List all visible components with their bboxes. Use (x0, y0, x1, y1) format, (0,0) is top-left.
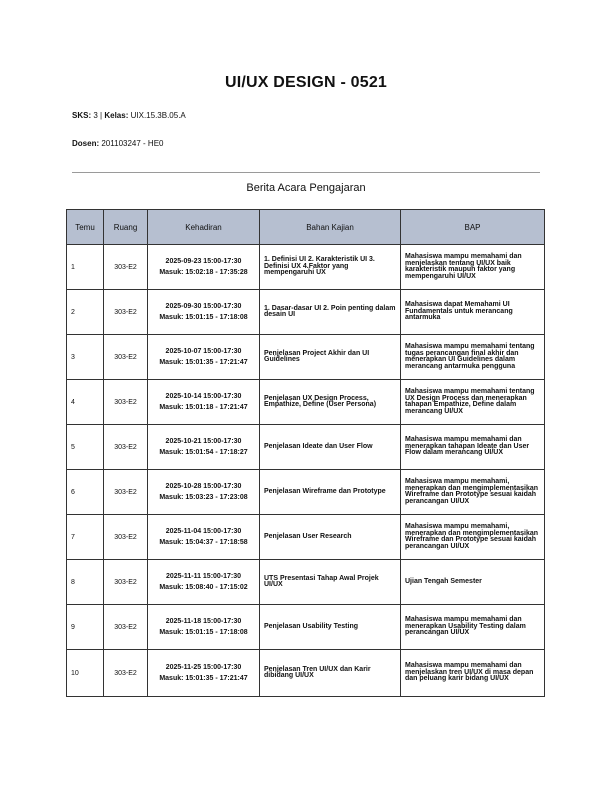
check-in-text: Masuk: 15:01:35 - 17:21:47 (159, 675, 248, 682)
sks-label: SKS: (72, 111, 92, 120)
schedule-text: 2025-11-11 15:00-17:30 (165, 573, 242, 580)
bap-cell: Mahasiswa mampu memahami, menerapkan dan mengimplementasikan Wireframe dan Prototype sesuai kaidah perancangan UI/UX (401, 515, 545, 560)
schedule-text: 2025-10-07 15:00-17:30 (165, 348, 242, 355)
table-row (67, 290, 545, 335)
table-row (67, 515, 545, 560)
schedule-text: 2025-11-04 15:00-17:30 (165, 528, 242, 535)
teaching-record-table (66, 209, 545, 697)
bahan-kajian-cell: Penjelasan UX Design Process, Empathize, Define (User Persona) (260, 380, 401, 425)
header-bahan-kajian: Bahan Kajian (260, 210, 401, 245)
bahan-kajian-cell: Penjelasan User Research (260, 515, 401, 560)
ruang-cell: 303-E2 (104, 605, 148, 650)
table-row (67, 650, 545, 697)
table-row (67, 425, 545, 470)
table-row (67, 335, 545, 380)
lecturer-line (72, 139, 163, 148)
bap-cell: Mahasiswa mampu memahami, menerapkan dan mengimplementasikan Wireframe dan Prototype sesuai kaidah perancangan UI/UX (401, 470, 545, 515)
check-in-text: Masuk: 15:01:54 - 17:18:27 (159, 449, 248, 456)
bahan-kajian-cell: Penjelasan Project Akhir dan UI Guidelines (260, 335, 401, 380)
kelas-value: UIX.15.3B.05.A (130, 111, 186, 120)
header-temu: Temu (67, 210, 104, 245)
meta-separator: | (100, 111, 103, 120)
schedule-text: 2025-10-28 15:00-17:30 (165, 483, 242, 490)
kehadiran-cell (148, 245, 260, 290)
dosen-value: 201103247 - HE0 (101, 139, 164, 148)
bahan-kajian-cell: Penjelasan Tren UI/UX dan Karir dibidang UI/UX (260, 650, 401, 697)
kehadiran-cell (148, 425, 260, 470)
check-in-text: Masuk: 15:08:40 - 17:15:02 (159, 584, 248, 591)
bahan-kajian-cell: UTS Presentasi Tahap Awal Projek UI/UX (260, 560, 401, 605)
temu-cell: 3 (67, 335, 104, 380)
temu-cell: 8 (67, 560, 104, 605)
check-in-text: Masuk: 15:01:18 - 17:21:47 (159, 404, 248, 411)
table-row (67, 245, 545, 290)
bahan-kajian-cell: 1. Definisi UI 2. Karakteristik UI 3. Definisi UX 4.Faktor yang mempengaruhi UX (260, 245, 401, 290)
temu-cell: 9 (67, 605, 104, 650)
ruang-cell: 303-E2 (104, 335, 148, 380)
header-ruang: Ruang (104, 210, 148, 245)
schedule-text: 2025-11-25 15:00-17:30 (165, 664, 242, 671)
divider (72, 172, 540, 173)
kehadiran-cell (148, 290, 260, 335)
temu-cell: 2 (67, 290, 104, 335)
schedule-text: 2025-09-30 15:00-17:30 (165, 303, 242, 310)
header-kehadiran: Kehadiran (148, 210, 260, 245)
temu-cell: 10 (67, 650, 104, 697)
schedule-text: 2025-10-14 15:00-17:30 (165, 393, 242, 400)
bap-cell: Ujian Tengah Semester (401, 560, 545, 605)
ruang-cell: 303-E2 (104, 470, 148, 515)
kehadiran-cell (148, 335, 260, 380)
bap-cell: Mahasiswa mampu memahami dan menjelaskan tren UI/UX di masa depan dan peluang karir bidang UI/UX (401, 650, 545, 697)
temu-cell: 7 (67, 515, 104, 560)
bap-cell: Mahasiswa mampu memahami dan menerapkan tahapan Ideate dan User Flow dalam merancang UI/UX (401, 425, 545, 470)
temu-cell: 5 (67, 425, 104, 470)
schedule-text: 2025-10-21 15:00-17:30 (165, 438, 242, 445)
bahan-kajian-cell: Penjelasan Usability Testing (260, 605, 401, 650)
bap-cell: Mahasiswa dapat Memahami UI Fundamentals untuk merancang antarmuka (401, 290, 545, 335)
ruang-cell: 303-E2 (104, 290, 148, 335)
temu-cell: 4 (67, 380, 104, 425)
ruang-cell: 303-E2 (104, 560, 148, 605)
check-in-text: Masuk: 15:03:23 - 17:23:08 (159, 494, 248, 501)
kehadiran-cell (148, 650, 260, 697)
schedule-text: 2025-09-23 15:00-17:30 (165, 258, 242, 265)
bahan-kajian-cell: Penjelasan Ideate dan User Flow (260, 425, 401, 470)
bap-cell: Mahasiswa mampu memahami dan menjelaskan tentang UI/UX baik karakteristik maupun faktor yang mempengaruhi UI/UX (401, 245, 545, 290)
bap-cell: Mahasiswa mampu memahami tentang tugas perancangan final akhir dan menerapkan UI Guidelines dalam merancang antarmuka pengguna (401, 335, 545, 380)
kehadiran-cell (148, 470, 260, 515)
kehadiran-cell (148, 560, 260, 605)
kelas-label: Kelas: (104, 111, 129, 120)
page-title: UI/UX DESIGN - 0521 (224, 74, 388, 91)
ruang-cell: 303-E2 (104, 380, 148, 425)
schedule-text: 2025-11-18 15:00-17:30 (165, 618, 242, 625)
course-meta-line (72, 111, 186, 120)
sks-value: 3 (93, 111, 98, 120)
table-header-row (67, 210, 545, 245)
check-in-text: Masuk: 15:02:18 - 17:35:28 (159, 269, 248, 276)
table-row (67, 560, 545, 605)
temu-cell: 6 (67, 470, 104, 515)
check-in-text: Masuk: 15:01:35 - 17:21:47 (159, 359, 248, 366)
bahan-kajian-cell: 1. Dasar-dasar UI 2. Poin penting dalam desain UI (260, 290, 401, 335)
dosen-label: Dosen: (72, 139, 100, 148)
temu-cell: 1 (67, 245, 104, 290)
table-row (67, 380, 545, 425)
table-row (67, 470, 545, 515)
check-in-text: Masuk: 15:01:15 - 17:18:08 (159, 629, 248, 636)
ruang-cell: 303-E2 (104, 425, 148, 470)
bap-cell: Mahasiswa mampu memahami dan menerapkan Usability Testing dalam perancangan UI/UX (401, 605, 545, 650)
bahan-kajian-cell: Penjelasan Wireframe dan Prototype (260, 470, 401, 515)
check-in-text: Masuk: 15:04:37 - 17:18:58 (159, 539, 248, 546)
section-title: Berita Acara Pengajaran (246, 182, 366, 194)
ruang-cell: 303-E2 (104, 650, 148, 697)
kehadiran-cell (148, 380, 260, 425)
ruang-cell: 303-E2 (104, 245, 148, 290)
bap-cell: Mahasiswa mampu memahami tentang UX Design Process dan menerapkan tahapan Empathize, Define dalam merancang UI/UX (401, 380, 545, 425)
ruang-cell: 303-E2 (104, 515, 148, 560)
check-in-text: Masuk: 15:01:15 - 17:18:08 (159, 314, 248, 321)
table-row (67, 605, 545, 650)
kehadiran-cell (148, 605, 260, 650)
kehadiran-cell (148, 515, 260, 560)
header-bap: BAP (401, 210, 545, 245)
